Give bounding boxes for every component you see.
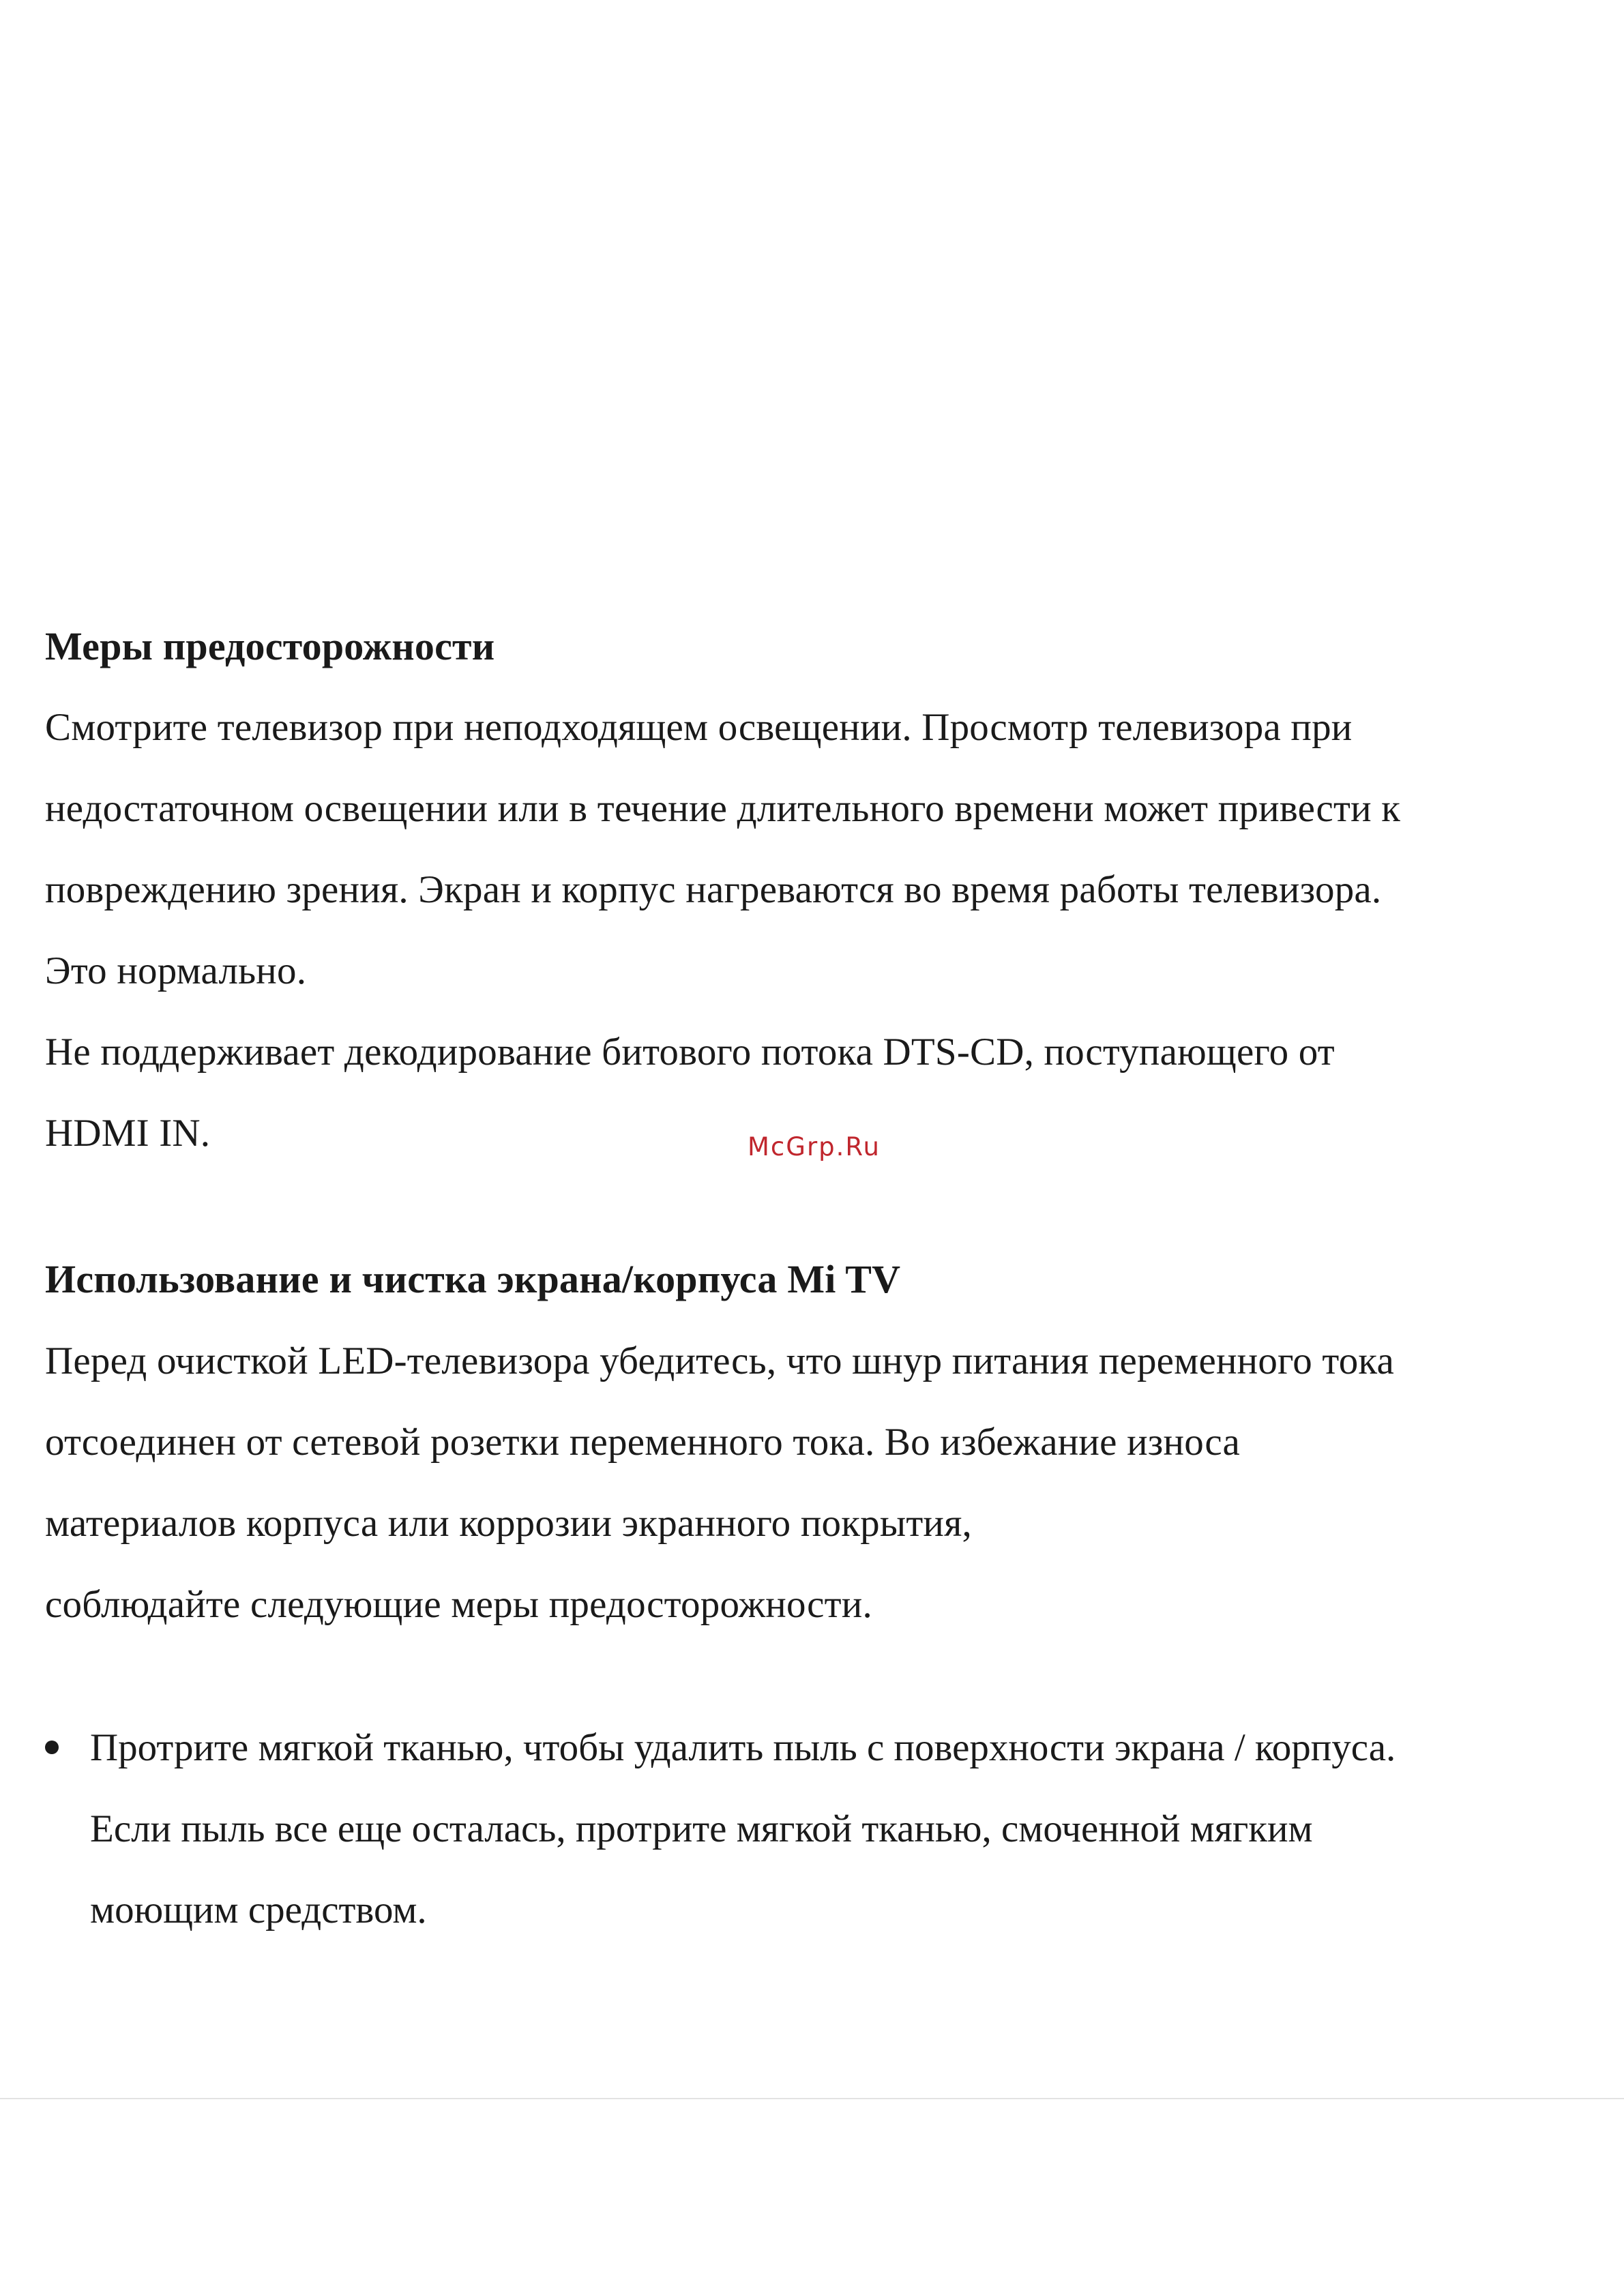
section-heading-cleaning: Использование и чистка экрана/корпуса Mi TV	[45, 1257, 901, 1301]
bullet-icon	[45, 1741, 59, 1754]
paragraph-line: недостаточном освещении или в течение длительного времени может привести к	[45, 787, 1401, 830]
watermark-text: McGrp.Ru	[748, 1132, 881, 1161]
paragraph-line: материалов корпуса или коррозии экранного покрытия,	[45, 1502, 972, 1545]
paragraph-line: отсоединен от сетевой розетки переменного тока. Во избежание износа	[45, 1421, 1241, 1464]
page-divider	[0, 2098, 1624, 2099]
paragraph-line: Это нормально.	[45, 949, 307, 992]
paragraph-line: Смотрите телевизор при неподходящем освещении. Просмотр телевизора при	[45, 706, 1353, 749]
paragraph-line: Не поддерживает декодирование битового потока DTS-CD, поступающего от	[45, 1031, 1335, 1074]
paragraph-line: соблюдайте следующие меры предосторожности.	[45, 1583, 872, 1626]
bullet-line: Протрите мягкой тканью, чтобы удалить пыль с поверхности экрана / корпуса.	[90, 1726, 1396, 1769]
paragraph-line: Перед очисткой LED-телевизора убедитесь, что шнур питания переменного тока	[45, 1339, 1394, 1382]
paragraph-line: повреждению зрения. Экран и корпус нагреваются во время работы телевизора.	[45, 868, 1382, 911]
paragraph-line: HDMI IN.	[45, 1112, 211, 1155]
bullet-line: Если пыль все еще осталась, протрите мягкой тканью, смоченной мягким	[90, 1807, 1313, 1850]
bullet-line: моющим средством.	[90, 1889, 427, 1931]
section-heading-precautions: Меры предосторожности	[45, 624, 495, 668]
